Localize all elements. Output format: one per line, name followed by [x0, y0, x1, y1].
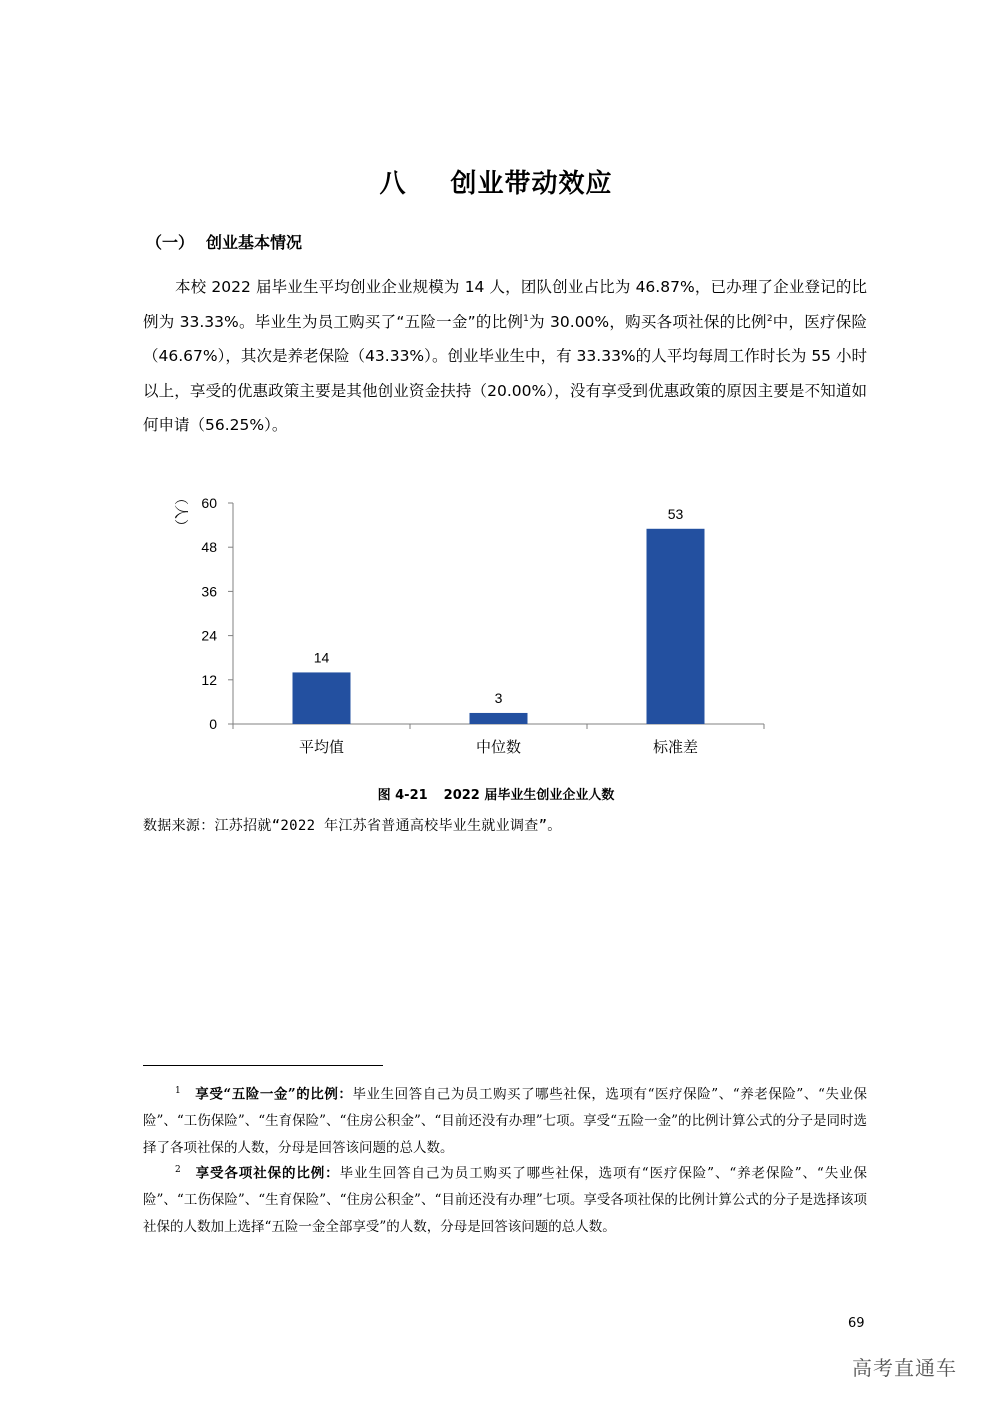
data-label: 3 [494, 689, 503, 706]
chapter-title-text: 创业带动效应 [450, 169, 613, 199]
x-tick-label: 标准差 [652, 738, 699, 756]
footnote-term: 享受“五险一金”的比例： [194, 1086, 353, 1103]
data-source: 数据来源：江苏招就“2022 年江苏省普通高校毕业生就业调查”。 [143, 818, 562, 834]
chapter-title [0, 163, 992, 200]
section-heading [146, 230, 302, 253]
footnote-mark: 1 [175, 1086, 181, 1096]
data-label: 53 [667, 505, 684, 522]
footnote-divider [143, 1065, 383, 1066]
body-text-part-3: 中，医疗保险（46.67%），其次是养老保险（43.33%）。创业毕业生中，有 33.33%的人平均每周工作时长为 55 小时以上，享受的优惠政策主要是其他创业资金扶持（20.00%），没有享受到优惠政策的原因主要是不知道如何申请（56.25%）。 [143, 312, 867, 434]
footnote-ref-1[interactable]: 1 [523, 313, 529, 324]
section-title: 创业基本情况 [206, 233, 303, 252]
bar [293, 672, 351, 724]
footnote-1 [143, 1078, 867, 1161]
y-tick-label: 36 [201, 583, 217, 600]
y-tick-label: 60 [201, 495, 217, 511]
body-paragraph [143, 270, 867, 443]
body-text-part-1: 本校 2022 届毕业生平均创业企业规模为 14 人，团队创业占比为 46.87%，已办理了企业登记的比例为 33.33%。毕业生为员工购买了“五险一金”的比例 [143, 278, 867, 331]
footnote-term: 享受各项社保的比例： [194, 1165, 340, 1182]
chapter-number: 八 [379, 169, 407, 199]
footnote-ref-2[interactable]: 2 [766, 313, 773, 324]
y-tick-label: 24 [201, 627, 217, 644]
footnote-mark: 2 [175, 1165, 181, 1175]
figure-caption-text: 2022 届毕业生创业企业人数 [443, 788, 615, 803]
y-tick-label: 12 [201, 671, 217, 688]
x-tick-label: 中位数 [475, 738, 522, 756]
section-index: （一） [146, 233, 195, 252]
body-text-part-2: 为 30.00%，购买各项社保的比例 [528, 312, 767, 331]
y-tick-label: 48 [201, 539, 217, 556]
figure-number: 图 4-21 [377, 788, 428, 803]
footnote-text: 毕业生回答自己为员工购买了哪些社保，选项有“医疗保险”、“养老保险”、“失业保险”、“工伤保险”、“生育保险”、“住房公积金”、“目前还没有办理”七项。享受“五险一金”的比例计算公式的分子是同时选择了各项社保的人数，分母是回答该问题的总人数。 [143, 1086, 868, 1156]
data-label: 14 [313, 649, 330, 666]
figure-caption [0, 784, 992, 803]
watermark: 高考直通车 [852, 1356, 957, 1380]
x-tick-label: 平均值 [298, 738, 345, 756]
footnote-2 [143, 1157, 867, 1240]
y-tick-label: 0 [209, 716, 217, 732]
bar [647, 529, 705, 724]
y-axis-label: （人） [172, 491, 188, 533]
footnote-text: 毕业生回答自己为员工购买了哪些社保，选项有“医疗保险”、“养老保险”、“失业保险”、“工伤保险”、“生育保险”、“住房公积金”、“目前还没有办理”七项。享受各项社保的比例计算公式的分子是选择该项社保的人数加上选择“五险一金全部享受”的人数，分母是回答该问题的总人数。 [143, 1165, 867, 1235]
page-number: 69 [848, 1316, 865, 1331]
bar [470, 713, 528, 724]
bar-chart [150, 490, 790, 770]
